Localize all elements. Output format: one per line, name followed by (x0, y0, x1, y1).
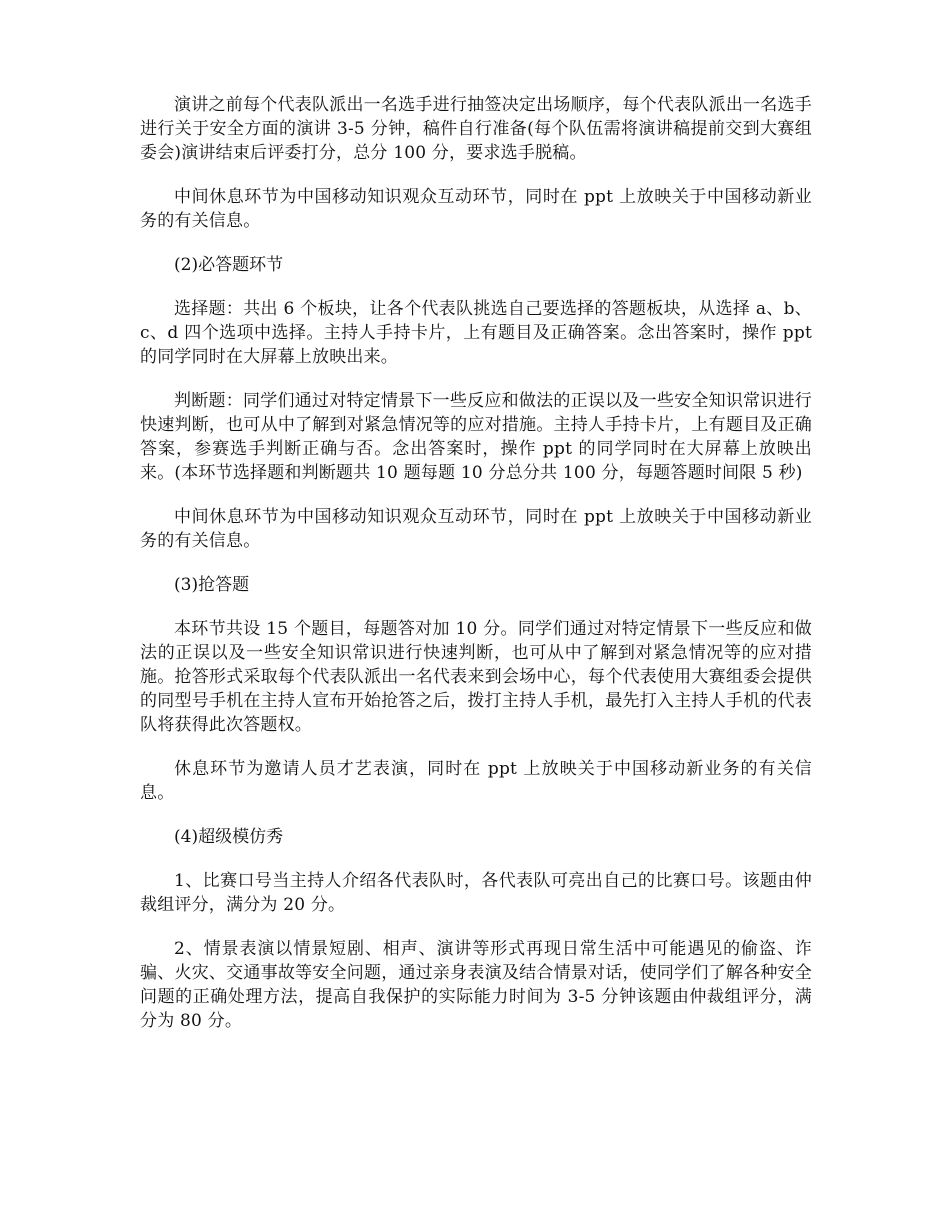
paragraph-break-performance: 休息环节为邀请人员才艺表演，同时在 ppt 上放映关于中国移动新业务的有关信息。 (140, 759, 812, 803)
paragraph-quick-answer-rules: 本环节共设 15 个题目，每题答对加 10 分。同学们通过对特定情景下一些反应和做法的正误以及一些安全知识常识进行快速判断，也可从中了解到对紧急情况等的应对措施。抢答形式采取每个代表队派出一名代表来到会场中心，每个代表使用大赛组委会提供的同型号手机在主持人宣布开始抢答之后，拨打主持人手机，最先打入主持人手机的代表队将获得此次答题权。 (140, 619, 812, 735)
paragraph-multiple-choice: 选择题：共出 6 个板块，让各个代表队挑选自己要选择的答题板块，从选择 a、b、c、d 四个选项中选择。主持人手持卡片，上有题目及正确答案。念出答案时，操作 ppt 的同学同时在大屏幕上放映出来。 (140, 299, 812, 367)
paragraph-true-false: 判断题：同学们通过对特定情景下一些反应和做法的正误以及一些安全知识常识进行快速判断，也可从中了解到对紧急情况等的应对措施。主持人手持卡片，上有题目及正确答案，参赛选手判断正确与否。念出答案时，操作 ppt 的同学同时在大屏幕上放映出来。(本环节选择题和判断题共 10 题每题 10 分总分共 100 分，每题答题时间限 5 秒) (140, 391, 812, 483)
section-heading-quick-answer: (3)抢答题 (174, 575, 250, 595)
paragraph-speech-rules: 演讲之前每个代表队派出一名选手进行抽签决定出场顺序，每个代表队派出一名选手进行关于安全方面的演讲 3-5 分钟，稿件自行准备(每个队伍需将演讲稿提前交到大赛组委会)演讲结束后评委打分，总分 100 分，要求选手脱稿。 (140, 95, 812, 163)
section-heading-required-questions: (2)必答题环节 (174, 255, 284, 275)
document-body (140, 93, 812, 1053)
paragraph-break-interaction-2: 中间休息环节为中国移动知识观众互动环节，同时在 ppt 上放映关于中国移动新业务的有关信息。 (140, 507, 812, 551)
paragraph-slogan: 1、比赛口号当主持人介绍各代表队时，各代表队可亮出自己的比赛口号。该题由仲裁组评分，满分为 20 分。 (140, 871, 812, 915)
paragraph-break-interaction-1: 中间休息环节为中国移动知识观众互动环节，同时在 ppt 上放映关于中国移动新业务的有关信息。 (140, 187, 812, 231)
paragraph-scenario-performance: 2、情景表演以情景短剧、相声、演讲等形式再现日常生活中可能遇见的偷盗、诈骗、火灾、交通事故等安全问题，通过亲身表演及结合情景对话，使同学们了解各种安全问题的正确处理方法，提高自我保护的实际能力时间为 3-5 分钟该题由仲裁组评分，满分为 80 分。 (140, 939, 812, 1031)
section-heading-imitation-show: (4)超级模仿秀 (174, 827, 284, 847)
